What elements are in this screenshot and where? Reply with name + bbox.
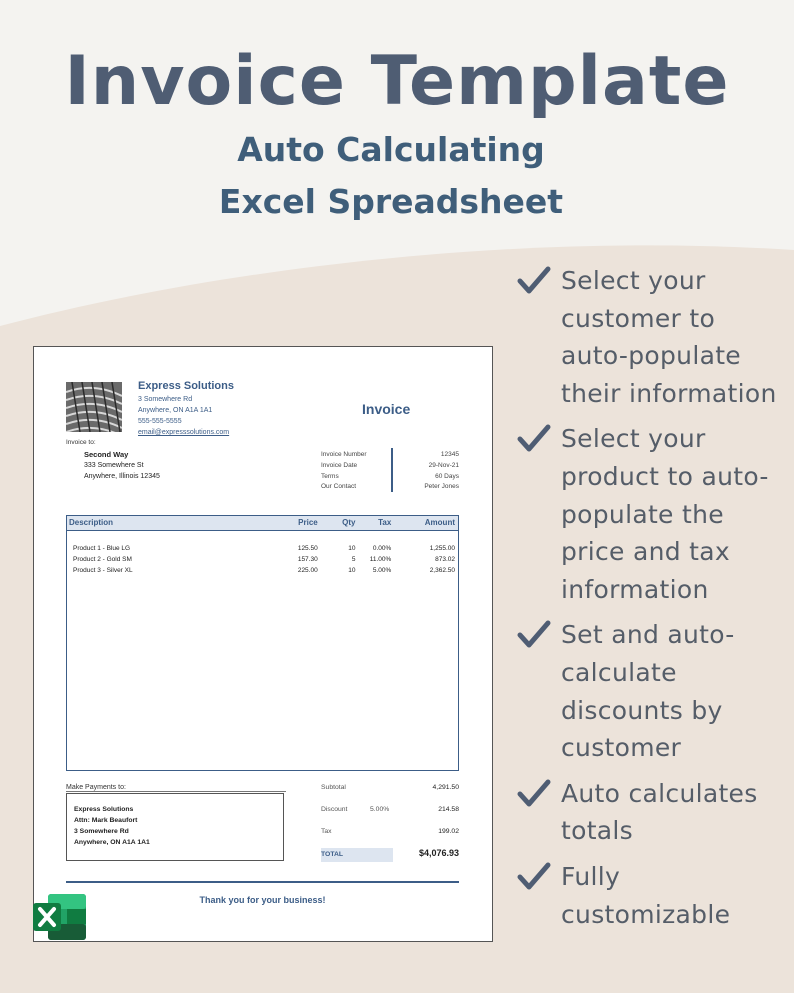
check-icon bbox=[517, 862, 551, 892]
totals-block bbox=[321, 782, 459, 862]
check-icon bbox=[517, 266, 551, 296]
tax-label: Tax bbox=[321, 828, 332, 835]
feature-item bbox=[517, 858, 789, 933]
table-row[interactable] bbox=[67, 554, 458, 565]
meta-value[interactable]: 12345 bbox=[440, 451, 459, 458]
company-address-1: 3 Somewhere Rd bbox=[138, 396, 193, 403]
invoice-to-label: Invoice to: bbox=[66, 439, 96, 446]
subtitle-line-1: Auto Calculating bbox=[237, 130, 545, 169]
feature-text: Select your customer to auto-populate their information bbox=[561, 266, 777, 408]
company-logo-icon bbox=[66, 382, 122, 432]
cell-tax: 0.00% bbox=[372, 545, 392, 552]
meta-label: Terms bbox=[321, 472, 339, 480]
payment-box bbox=[66, 793, 284, 861]
tax-row bbox=[321, 826, 459, 848]
payment-label: Make Payments to: bbox=[66, 784, 126, 791]
cell-qty: 10 bbox=[348, 545, 356, 552]
invoice-meta bbox=[321, 450, 459, 493]
company-info bbox=[138, 380, 234, 438]
table-header bbox=[67, 516, 458, 531]
meta-label: Invoice Date bbox=[321, 461, 358, 469]
col-qty: Qty bbox=[342, 518, 356, 527]
meta-row bbox=[321, 472, 459, 483]
invoice-heading: Invoice bbox=[362, 401, 411, 417]
cell-price: 157.30 bbox=[297, 556, 318, 563]
customer-address-1: 333 Somewhere St bbox=[84, 462, 144, 469]
discount-row bbox=[321, 804, 459, 826]
cell-price: 125.50 bbox=[297, 545, 318, 552]
feature-text: Fully customizable bbox=[561, 861, 731, 929]
discount-value: 214.58 bbox=[438, 806, 459, 813]
feature-list bbox=[517, 262, 789, 941]
feature-item bbox=[517, 775, 789, 850]
cell-amount: 1,255.00 bbox=[429, 545, 455, 552]
thank-you-note: Thank you for your business! bbox=[199, 895, 326, 905]
col-tax: Tax bbox=[378, 518, 392, 527]
company-name: Express Solutions bbox=[138, 380, 234, 392]
cell-tax: 11.00% bbox=[369, 556, 392, 563]
cell-amount: 2,362.50 bbox=[429, 567, 455, 574]
customer-name[interactable]: Second Way bbox=[84, 450, 129, 459]
total-label: TOTAL bbox=[321, 848, 393, 862]
payment-rule bbox=[66, 791, 286, 792]
meta-row bbox=[321, 450, 459, 461]
meta-value[interactable]: Peter Jones bbox=[424, 483, 459, 491]
payment-attn: Attn: Mark Beaufort bbox=[74, 817, 138, 824]
feature-item bbox=[517, 616, 789, 766]
customer-info bbox=[84, 449, 160, 482]
footer-rule bbox=[66, 881, 459, 883]
line-items-table bbox=[66, 515, 459, 771]
cell-qty: 5 bbox=[351, 556, 356, 563]
tax-value: 199.02 bbox=[438, 828, 459, 835]
subtotal-row bbox=[321, 782, 459, 804]
meta-label: Invoice Number bbox=[321, 451, 367, 458]
payment-address-1: 3 Somewhere Rd bbox=[74, 828, 129, 835]
company-address-2: Anywhere, ON A1A 1A1 bbox=[138, 407, 213, 414]
cell-description: Product 2 - Gold SM bbox=[73, 556, 132, 563]
customer-address-2: Anywhere, Illinois 12345 bbox=[84, 473, 160, 480]
feature-text: Auto calculates totals bbox=[561, 778, 758, 846]
table-row[interactable] bbox=[67, 543, 458, 554]
subtitle-line-2: Excel Spreadsheet bbox=[218, 182, 564, 221]
meta-label: Our Contact bbox=[321, 483, 357, 491]
cell-price: 225.00 bbox=[297, 567, 318, 574]
table-row[interactable] bbox=[67, 565, 458, 576]
page-title: Invoice Template bbox=[64, 42, 730, 121]
subtotal-value: 4,291.50 bbox=[432, 784, 459, 791]
company-email[interactable]: email@expresssolutions.com bbox=[138, 429, 230, 436]
discount-percent[interactable]: 5.00% bbox=[370, 806, 390, 813]
cell-amount: 873.02 bbox=[435, 556, 455, 563]
cell-tax: 5.00% bbox=[372, 567, 392, 574]
company-phone: 555-555-5555 bbox=[138, 418, 182, 425]
col-price: Price bbox=[298, 518, 318, 527]
check-icon bbox=[517, 424, 551, 454]
col-amount: Amount bbox=[424, 518, 455, 527]
feature-item bbox=[517, 262, 789, 412]
feature-text: Set and auto-calculate discounts by customer bbox=[561, 620, 735, 763]
feature-text: Select your product to auto-populate the price and tax information bbox=[561, 424, 769, 604]
cell-description: Product 3 - Silver XL bbox=[73, 567, 133, 574]
meta-value[interactable]: 60 Days bbox=[435, 472, 459, 480]
meta-row bbox=[321, 482, 459, 493]
check-icon bbox=[517, 779, 551, 809]
col-description: Description bbox=[69, 518, 114, 527]
feature-item bbox=[517, 420, 789, 608]
payment-name: Express Solutions bbox=[74, 806, 134, 813]
invoice-sheet bbox=[33, 346, 493, 942]
subtotal-label: Subtotal bbox=[321, 784, 346, 791]
cell-qty: 10 bbox=[348, 567, 356, 574]
excel-icon bbox=[32, 892, 88, 942]
meta-value[interactable]: 29-Nov-21 bbox=[428, 461, 459, 469]
discount-label: Discount bbox=[321, 806, 348, 813]
grand-total: $4,076.93 bbox=[418, 848, 459, 858]
cell-description: Product 1 - Blue LG bbox=[73, 545, 131, 552]
payment-address-2: Anywhere, ON A1A 1A1 bbox=[74, 839, 150, 846]
meta-row bbox=[321, 461, 459, 472]
check-icon bbox=[517, 620, 551, 650]
